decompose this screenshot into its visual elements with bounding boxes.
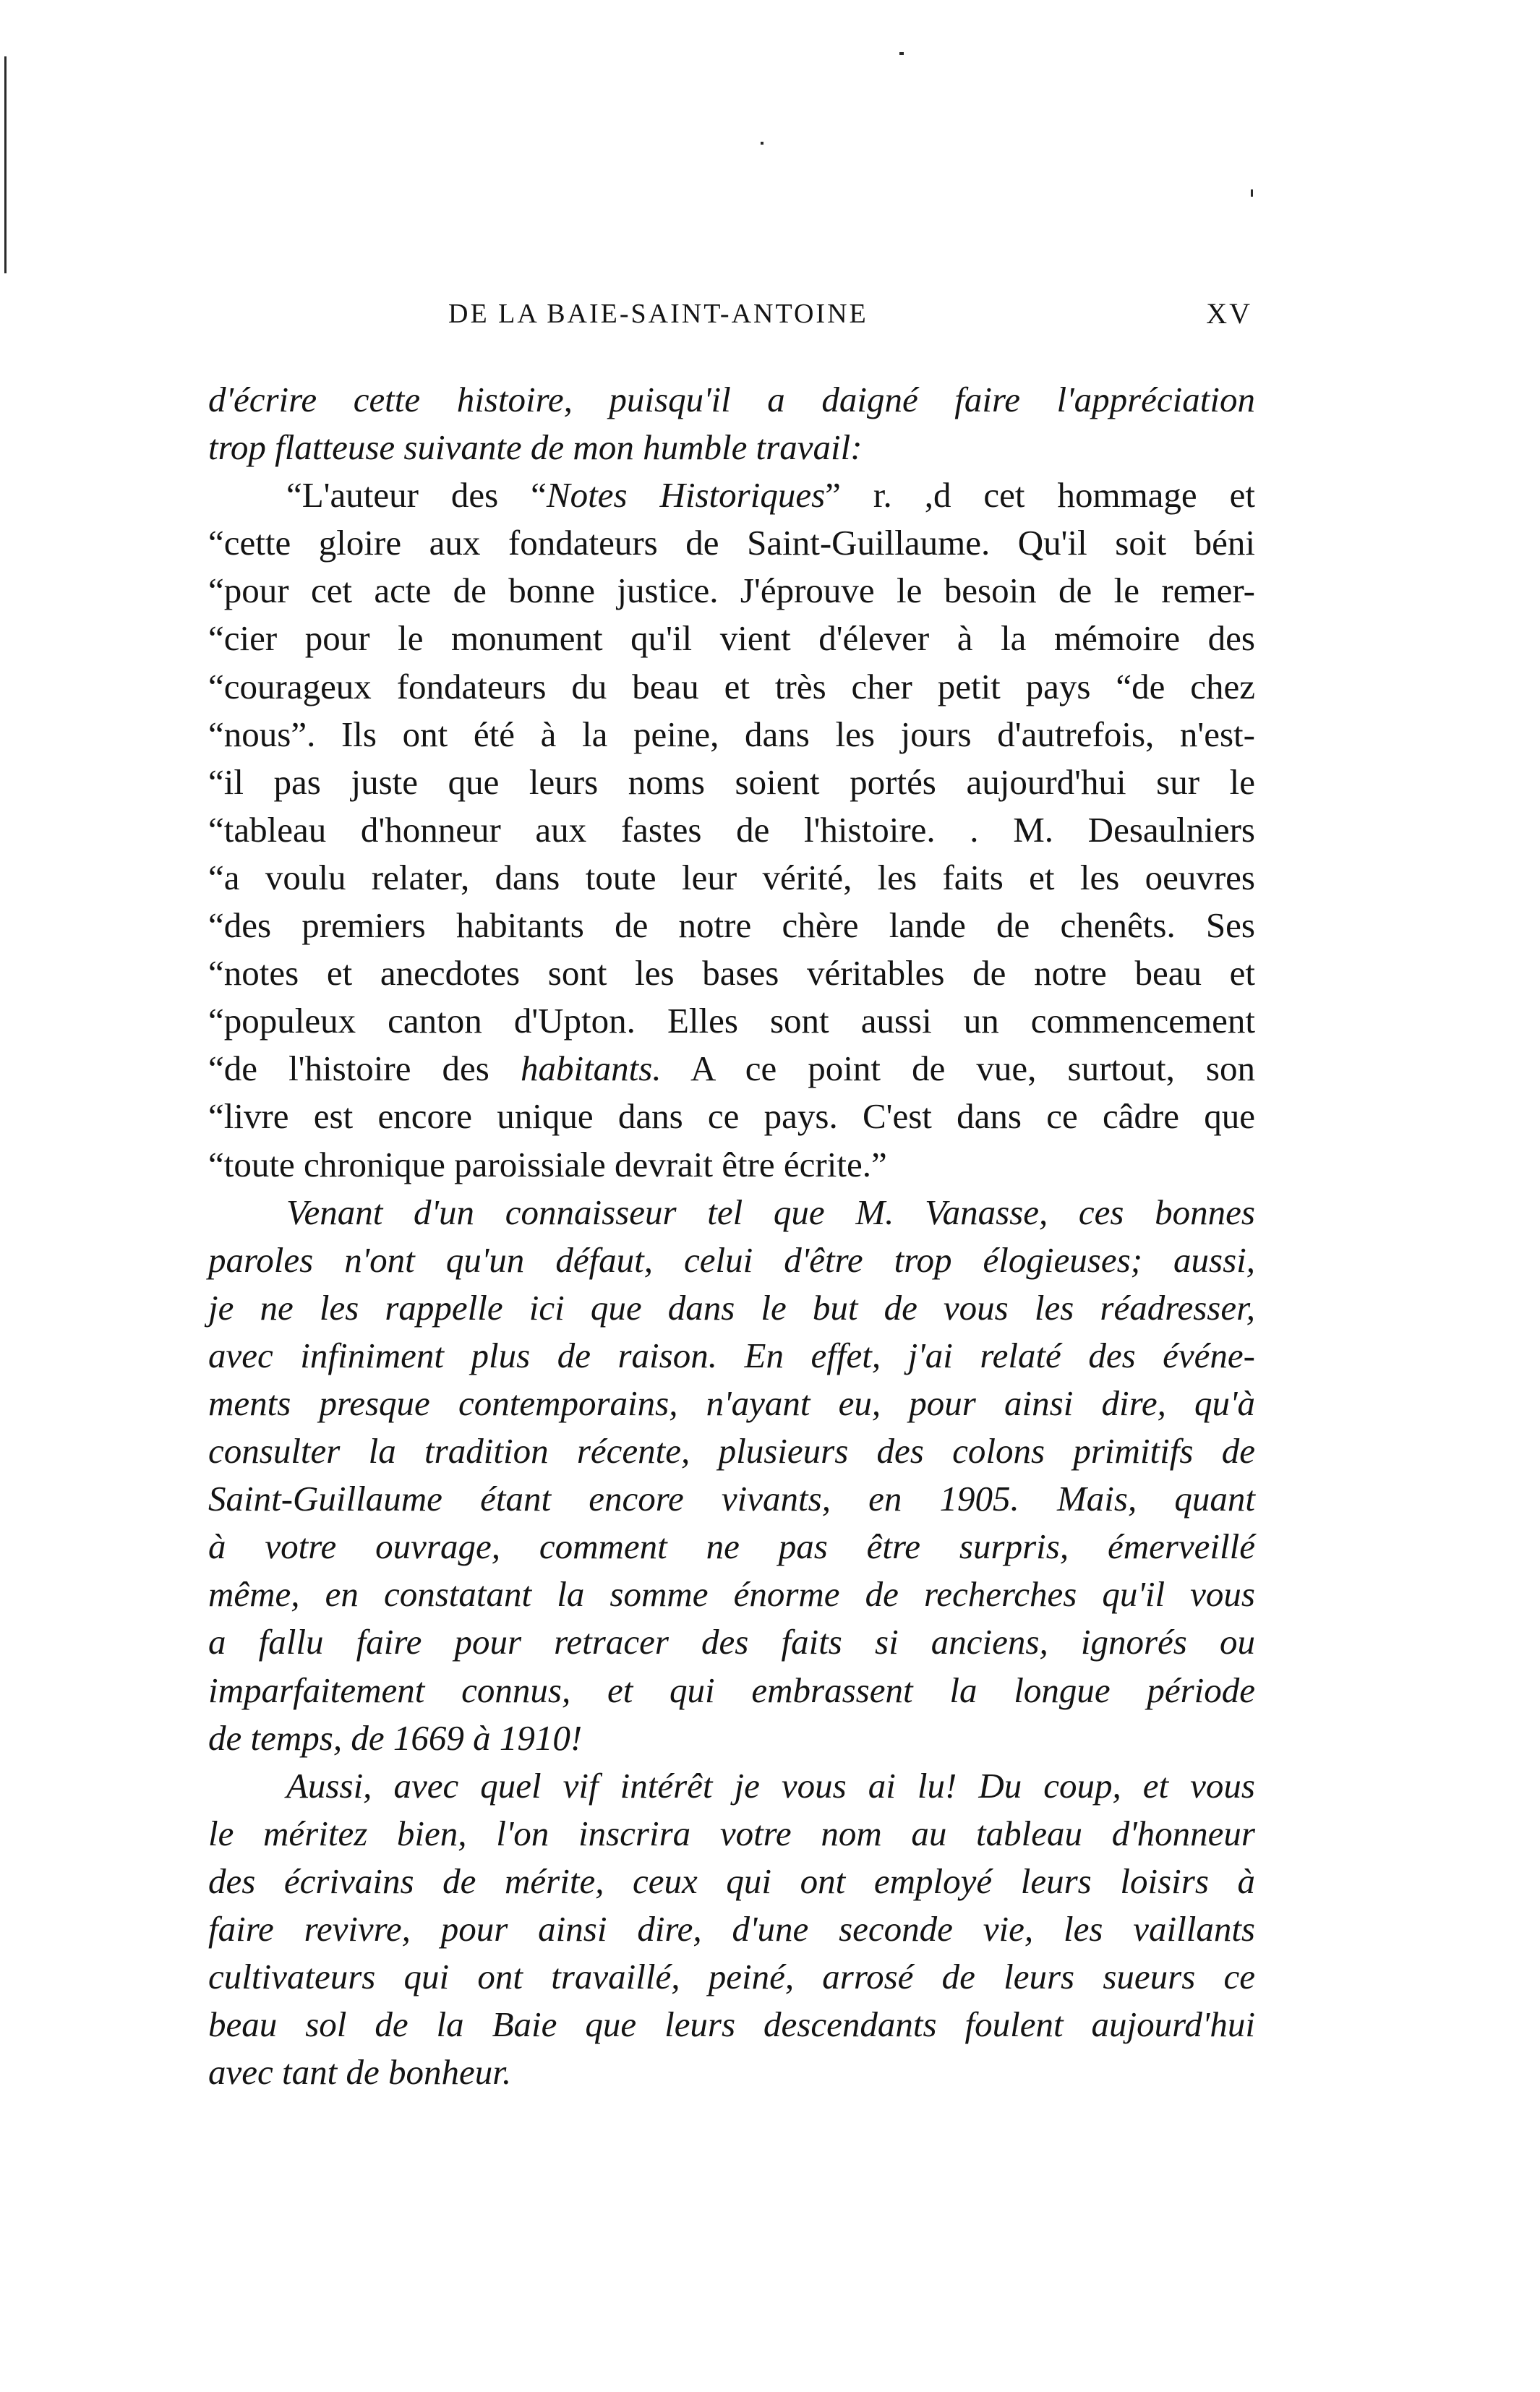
text-line: avec tant de bonheur. xyxy=(208,2052,512,2093)
running-head xyxy=(448,292,1252,336)
text-line: Venant d'un connaisseur tel que M. Vanasse, ces bonnes xyxy=(286,1192,1255,1232)
text-line: des écrivains de mérite, ceux qui ont employé leurs loisirs à xyxy=(208,1861,1255,1901)
text-line: “il pas juste que leurs noms soient portés aujourd'hui sur le xyxy=(208,761,1255,802)
text-line: “cier pour le monument qu'il vient d'élever à la mémoire des xyxy=(208,618,1255,659)
text-line: à votre ouvrage, comment ne pas être surpris, émerveillé xyxy=(208,1526,1255,1567)
text-line: “notes et anecdotes sont les bases véritables de notre beau et xyxy=(208,953,1255,994)
text-line: “L'auteur des “Notes Historiques” r. ,d cet hommage et xyxy=(286,475,1255,516)
text-line: “a voulu relater, dans toute leur vérité, les faits et les oeuvres xyxy=(208,857,1255,897)
text-line: de temps, de 1669 à 1910! xyxy=(208,1717,583,1758)
text-line: trop flatteuse suivante de mon humble travail: xyxy=(208,427,863,468)
text-line: je ne les rappelle ici que dans le but de vous les réadresser, xyxy=(208,1287,1255,1328)
text-line: imparfaitement connus, et qui embrassent la longue période xyxy=(208,1670,1255,1710)
text-line: faire revivre, pour ainsi dire, d'une seconde vie, les vaillants xyxy=(208,1909,1255,1949)
body-text xyxy=(208,376,1255,2096)
text-line: “tableau d'honneur aux fastes de l'histoire. . M. Desaulniers xyxy=(208,809,1255,850)
text-line: d'écrire cette histoire, puisqu'il a daigné faire l'appréciation xyxy=(208,380,1255,419)
text-line: “courageux fondateurs du beau et très cher petit pays “de chez xyxy=(208,666,1255,706)
text-line: cultivateurs qui ont travaillé, peiné, arrosé de leurs sueurs ce xyxy=(208,1957,1255,1997)
text-line: paroles n'ont qu'un défaut, celui d'être trop élogieuses; aussi, xyxy=(208,1239,1255,1280)
italic-emphasis: habitants. xyxy=(520,1048,662,1089)
text-line: le méritez bien, l'on inscrira votre nom au tableau d'honneur xyxy=(208,1813,1255,1853)
text-line: “nous”. Ils ont été à la peine, dans les jours d'autrefois, n'est- xyxy=(208,714,1255,754)
scan-edge-mark xyxy=(4,56,7,273)
text-line: “de l'histoire des habitants. A ce point de vue, surtout, son xyxy=(208,1048,1256,1089)
scan-dust-mark xyxy=(899,52,904,55)
page-number: XV xyxy=(1206,297,1252,330)
text-line: “populeux canton d'Upton. Elles sont aussi un commencement xyxy=(208,1001,1255,1041)
scan-dust-mark xyxy=(1251,189,1253,197)
text-line: même, en constatant la somme énorme de recherches qu'il vous xyxy=(208,1574,1255,1615)
italic-emphasis: Notes Historiques xyxy=(546,475,826,516)
scan-dust-mark xyxy=(761,142,763,145)
text-line: Saint-Guillaume étant encore vivants, en 1905. Mais, quant xyxy=(208,1479,1255,1519)
text-line: ments presque contemporains, n'ayant eu, pour ainsi dire, qu'à xyxy=(208,1383,1255,1423)
text-line: “livre est encore unique dans ce pays. C'est dans ce câdre que xyxy=(208,1096,1255,1137)
text-line: “des premiers habitants de notre chère lande de chenêts. Ses xyxy=(208,905,1255,946)
text-line: beau sol de la Baie que leurs descendants foulent aujourd'hui xyxy=(208,2004,1255,2045)
text-line: “toute chronique paroissiale devrait être écrite.” xyxy=(208,1144,887,1184)
text-line: a fallu faire pour retracer des faits si anciens, ignorés ou xyxy=(208,1622,1255,1662)
text-line: “pour cet acte de bonne justice. J'éprouve le besoin de le remer- xyxy=(208,571,1255,611)
text-line: consulter la tradition récente, plusieurs des colons primitifs de xyxy=(208,1431,1255,1471)
text-line: “cette gloire aux fondateurs de Saint-Guillaume. Qu'il soit béni xyxy=(208,523,1255,563)
text-line: Aussi, avec quel vif intérêt je vous ai lu! Du coup, et vous xyxy=(286,1765,1255,1806)
running-title: DE LA BAIE-SAINT-ANTOINE xyxy=(448,299,868,329)
text-line: avec infiniment plus de raison. En effet, j'ai relaté des événe- xyxy=(208,1335,1255,1375)
